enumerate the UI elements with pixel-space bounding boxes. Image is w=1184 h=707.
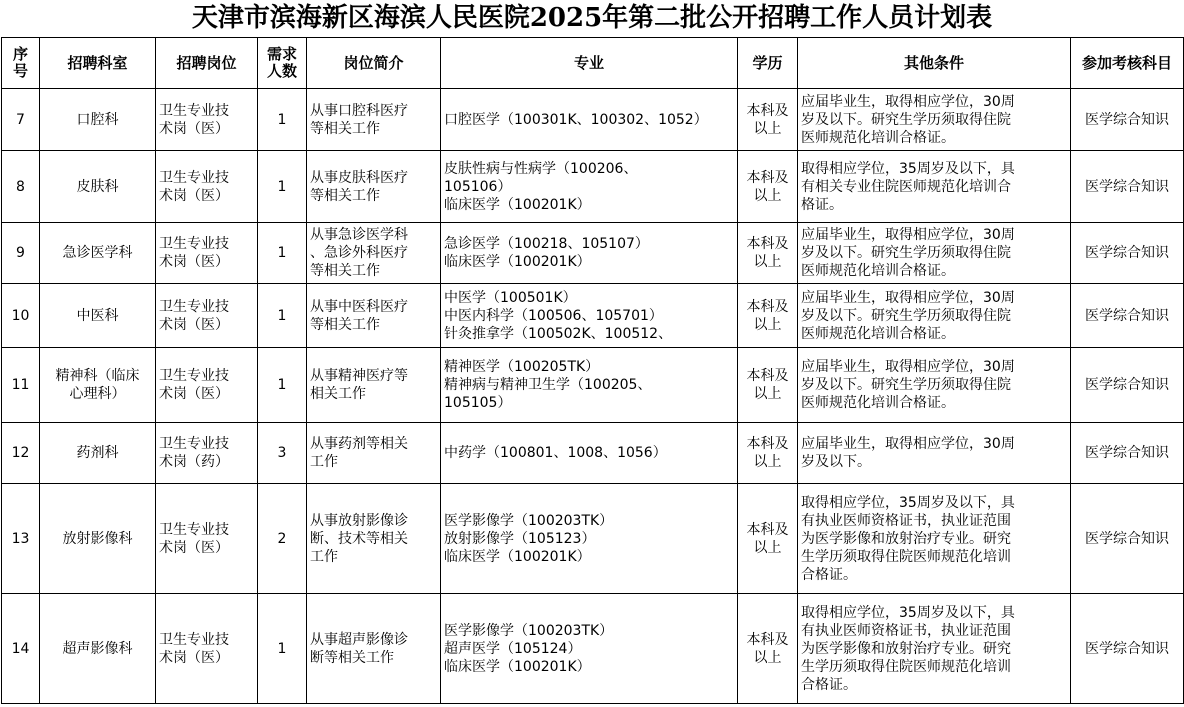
cell-seq: 14: [2, 594, 40, 704]
table-row: [2, 89, 1184, 151]
cell-major: 精神医学（100205TK） 精神病与精神卫生学（100205、 105105）: [441, 348, 738, 423]
cell-dept: 急诊医学科: [40, 223, 156, 284]
cell-num: 1: [258, 89, 307, 151]
header-num: 需求 人数: [258, 38, 307, 89]
cell-other: 应届毕业生，取得相应学位，30周 岁及以下。研究生学历须取得住院 医师规范化培训合格证。: [798, 89, 1071, 151]
cell-seq: 13: [2, 484, 40, 594]
header-other: 其他条件: [798, 38, 1071, 89]
cell-major: 皮肤性病与性病学（100206、 105106） 临床医学（100201K）: [441, 151, 738, 223]
cell-exam: 医学综合知识: [1071, 348, 1184, 423]
cell-edu: 本科及 以上: [738, 89, 798, 151]
table-row: [2, 484, 1184, 594]
cell-other: 应届毕业生，取得相应学位，30周 岁及以下。研究生学历须取得住院 医师规范化培训合格证。: [798, 348, 1071, 423]
cell-seq: 10: [2, 284, 40, 348]
header-major: 专业: [441, 38, 738, 89]
header-exam: 参加考核科目: [1071, 38, 1184, 89]
cell-post: 卫生专业技 术岗（药）: [156, 423, 258, 484]
cell-desc: 从事精神医疗等 相关工作: [307, 348, 441, 423]
cell-num: 3: [258, 423, 307, 484]
cell-seq: 11: [2, 348, 40, 423]
cell-dept: 超声影像科: [40, 594, 156, 704]
cell-other: 应届毕业生，取得相应学位，30周 岁及以下。研究生学历须取得住院 医师规范化培训合格证。: [798, 223, 1071, 284]
cell-post: 卫生专业技 术岗（医）: [156, 348, 258, 423]
cell-edu: 本科及 以上: [738, 348, 798, 423]
header-edu: 学历: [738, 38, 798, 89]
cell-desc: 从事急诊医学科 、急诊外科医疗 等相关工作: [307, 223, 441, 284]
cell-major: 医学影像学（100203TK） 放射影像学（105123） 临床医学（100201K）: [441, 484, 738, 594]
cell-seq: 7: [2, 89, 40, 151]
header-desc: 岗位简介: [307, 38, 441, 89]
cell-dept: 放射影像科: [40, 484, 156, 594]
cell-exam: 医学综合知识: [1071, 423, 1184, 484]
cell-desc: 从事中医科医疗 等相关工作: [307, 284, 441, 348]
cell-post: 卫生专业技 术岗（医）: [156, 484, 258, 594]
cell-other: 应届毕业生，取得相应学位，30周 岁及以下。研究生学历须取得住院 医师规范化培训合格证。: [798, 284, 1071, 348]
cell-edu: 本科及 以上: [738, 223, 798, 284]
cell-major: 中医学（100501K） 中医内科学（100506、105701） 针灸推拿学（100502K、100512、: [441, 284, 738, 348]
cell-major: 急诊医学（100218、105107） 临床医学（100201K）: [441, 223, 738, 284]
header-post: 招聘岗位: [156, 38, 258, 89]
cell-exam: 医学综合知识: [1071, 484, 1184, 594]
cell-desc: 从事放射影像诊 断、技术等相关 工作: [307, 484, 441, 594]
cell-other: 取得相应学位，35周岁及以下，具 有执业医师资格证书，执业证范围 为医学影像和放射治疗专业。研究 生学历须取得住院医师规范化培训 合格证。: [798, 484, 1071, 594]
cell-post: 卫生专业技 术岗（医）: [156, 594, 258, 704]
cell-exam: 医学综合知识: [1071, 594, 1184, 704]
cell-num: 1: [258, 348, 307, 423]
cell-other: 取得相应学位，35周岁及以下，具 有执业医师资格证书，执业证范围 为医学影像和放射治疗专业。研究 生学历须取得住院医师规范化培训 合格证。: [798, 594, 1071, 704]
cell-desc: 从事皮肤科医疗 等相关工作: [307, 151, 441, 223]
header-seq: 序 号: [2, 38, 40, 89]
cell-post: 卫生专业技 术岗（医）: [156, 284, 258, 348]
cell-exam: 医学综合知识: [1071, 89, 1184, 151]
table-header-row: [2, 38, 1184, 89]
cell-desc: 从事超声影像诊 断等相关工作: [307, 594, 441, 704]
page-title: 天津市滨海新区海滨人民医院2025年第二批公开招聘工作人员计划表: [191, 3, 993, 33]
cell-num: 2: [258, 484, 307, 594]
cell-seq: 9: [2, 223, 40, 284]
cell-edu: 本科及 以上: [738, 484, 798, 594]
cell-desc: 从事口腔科医疗 等相关工作: [307, 89, 441, 151]
recruitment-plan-table: [1, 37, 1184, 704]
cell-other: 取得相应学位，35周岁及以下，具 有相关专业住院医师规范化培训合 格证。: [798, 151, 1071, 223]
cell-num: 1: [258, 223, 307, 284]
cell-edu: 本科及 以上: [738, 423, 798, 484]
cell-major: 口腔医学（100301K、100302、1052）: [441, 89, 738, 151]
cell-exam: 医学综合知识: [1071, 223, 1184, 284]
table-row: [2, 151, 1184, 223]
cell-dept: 皮肤科: [40, 151, 156, 223]
cell-num: 1: [258, 151, 307, 223]
cell-edu: 本科及 以上: [738, 151, 798, 223]
cell-dept: 中医科: [40, 284, 156, 348]
cell-edu: 本科及 以上: [738, 284, 798, 348]
cell-exam: 医学综合知识: [1071, 151, 1184, 223]
cell-dept: 药剂科: [40, 423, 156, 484]
cell-desc: 从事药剂等相关 工作: [307, 423, 441, 484]
header-dept: 招聘科室: [40, 38, 156, 89]
table-row: [2, 348, 1184, 423]
cell-post: 卫生专业技 术岗（医）: [156, 223, 258, 284]
table-row: [2, 284, 1184, 348]
cell-other: 应届毕业生，取得相应学位，30周 岁及以下。: [798, 423, 1071, 484]
cell-num: 1: [258, 284, 307, 348]
table-row: [2, 223, 1184, 284]
cell-major: 医学影像学（100203TK） 超声医学（105124） 临床医学（100201K）: [441, 594, 738, 704]
cell-num: 1: [258, 594, 307, 704]
table-row: [2, 423, 1184, 484]
cell-exam: 医学综合知识: [1071, 284, 1184, 348]
cell-dept: 口腔科: [40, 89, 156, 151]
table-row: [2, 594, 1184, 704]
cell-seq: 12: [2, 423, 40, 484]
cell-edu: 本科及 以上: [738, 594, 798, 704]
cell-dept: 精神科（临床 心理科）: [40, 348, 156, 423]
cell-seq: 8: [2, 151, 40, 223]
cell-major: 中药学（100801、1008、1056）: [441, 423, 738, 484]
cell-post: 卫生专业技 术岗（医）: [156, 89, 258, 151]
cell-post: 卫生专业技 术岗（医）: [156, 151, 258, 223]
